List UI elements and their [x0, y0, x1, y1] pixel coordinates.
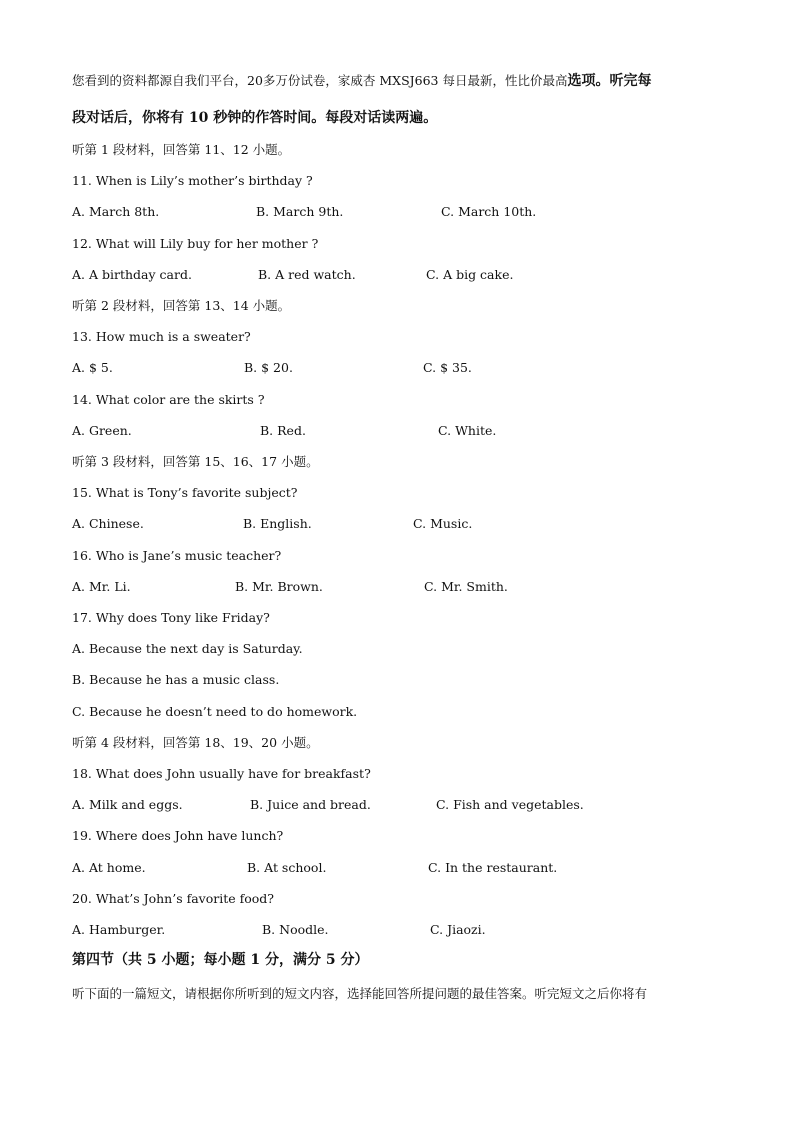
question-12: 12. What will Lily buy for her mother ? [72, 236, 319, 251]
option-17-a[interactable]: A. Because the next day is Saturday. [72, 641, 303, 656]
option-18-b[interactable]: B. Juice and bread. [250, 797, 371, 812]
option-20-b[interactable]: B. Noodle. [262, 922, 329, 937]
option-15-b[interactable]: B. English. [243, 516, 312, 531]
option-13-a[interactable]: A. $ 5. [72, 360, 113, 375]
option-13-c[interactable]: C. $ 35. [423, 360, 472, 375]
option-11-b[interactable]: B. March 9th. [256, 204, 344, 219]
option-17-b[interactable]: B. Because he has a music class. [72, 672, 280, 687]
intro-line-1 [72, 73, 652, 89]
option-14-c[interactable]: C. White. [438, 423, 497, 438]
option-12-b[interactable]: B. A red watch. [258, 267, 356, 282]
option-17-c[interactable]: C. Because he doesn’t need to do homework. [72, 704, 358, 719]
option-19-a[interactable]: A. At home. [72, 860, 146, 875]
option-14-b[interactable]: B. Red. [260, 423, 306, 438]
question-18: 18. What does John usually have for breakfast? [72, 766, 371, 781]
option-15-a[interactable]: A. Chinese. [72, 516, 144, 531]
intro-line-2: 段对话后，你将有 10 秒钟的作答时间。每段对话读两遍。 [72, 110, 438, 126]
passage-2-header: 听第 2 段材料，回答第 13、14 小题。 [72, 298, 291, 313]
option-12-c[interactable]: C. A big cake. [426, 267, 514, 282]
option-16-c[interactable]: C. Mr. Smith. [424, 579, 508, 594]
option-11-a[interactable]: A. March 8th. [72, 204, 160, 219]
intro-line-1-bold: 选项。听完每 [567, 73, 652, 89]
option-18-a[interactable]: A. Milk and eggs. [72, 797, 183, 812]
option-12-a[interactable]: A. A birthday card. [72, 267, 192, 282]
question-15: 15. What is Tony’s favorite subject? [72, 485, 298, 500]
question-20: 20. What’s John’s favorite food? [72, 891, 275, 906]
option-19-b[interactable]: B. At school. [247, 860, 327, 875]
section-4-instruction: 听下面的一篇短文，请根据你所听到的短文内容，选择能回答所提问题的最佳答案。听完短文之后你将有 [72, 986, 648, 1001]
question-17: 17. Why does Tony like Friday? [72, 610, 270, 625]
question-14: 14. What color are the skirts ? [72, 392, 265, 407]
option-18-c[interactable]: C. Fish and vegetables. [436, 797, 584, 812]
option-13-b[interactable]: B. $ 20. [244, 360, 293, 375]
intro-line-1-normal: 您看到的资料都源自我们平台，20多万份试卷，家威杏 MXSJ663 每日最新，性比价最高 [72, 73, 568, 88]
passage-3-header: 听第 3 段材料，回答第 15、16、17 小题。 [72, 454, 319, 469]
option-16-b[interactable]: B. Mr. Brown. [235, 579, 323, 594]
question-19: 19. Where does John have lunch? [72, 828, 284, 843]
option-15-c[interactable]: C. Music. [413, 516, 473, 531]
option-19-c[interactable]: C. In the restaurant. [428, 860, 558, 875]
question-16: 16. Who is Jane’s music teacher? [72, 548, 282, 563]
option-20-a[interactable]: A. Hamburger. [72, 922, 166, 937]
question-13: 13. How much is a sweater? [72, 329, 251, 344]
section-4-title: 第四节（共 5 小题；每小题 1 分，满分 5 分） [72, 952, 369, 968]
option-16-a[interactable]: A. Mr. Li. [72, 579, 131, 594]
option-11-c[interactable]: C. March 10th. [441, 204, 537, 219]
passage-1-header: 听第 1 段材料，回答第 11、12 小题。 [72, 142, 291, 157]
option-20-c[interactable]: C. Jiaozi. [430, 922, 486, 937]
option-14-a[interactable]: A. Green. [72, 423, 132, 438]
question-11: 11. When is Lily’s mother’s birthday ? [72, 173, 313, 188]
passage-4-header: 听第 4 段材料，回答第 18、19、20 小题。 [72, 735, 319, 750]
